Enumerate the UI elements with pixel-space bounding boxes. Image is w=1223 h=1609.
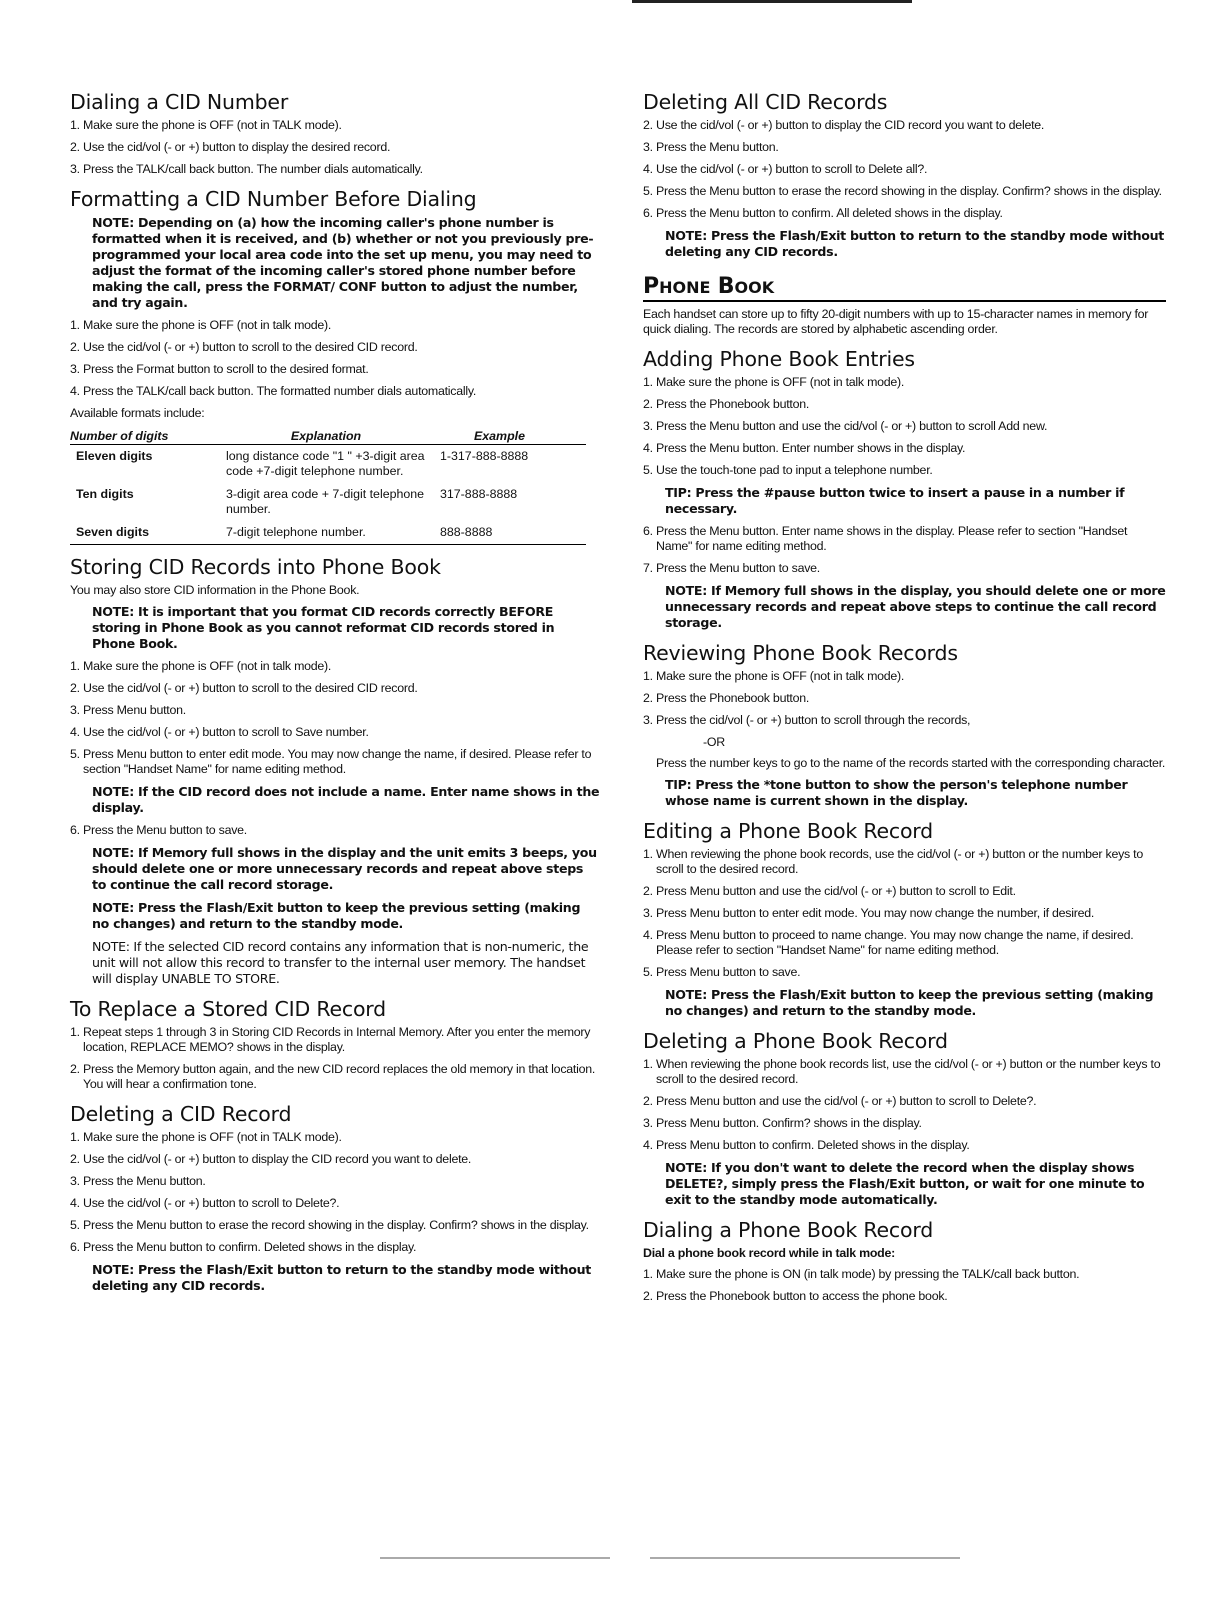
- heading-adding: Adding Phone Book Entries: [643, 347, 915, 371]
- dialing-pb-sub: Dial a phone book record while in talk mode:: [643, 1246, 895, 1260]
- available-formats-label: Available formats include:: [70, 406, 205, 420]
- top-edge-mark: [632, 0, 912, 3]
- steps-deleting-all: [643, 118, 1166, 221]
- list-item: 1. Make sure the phone is OFF (not in TALK mode).: [70, 118, 342, 132]
- note-storing-exit: NOTE: Press the Flash/Exit button to keep the previous setting (making no changes) and return to the standby mode.: [92, 900, 581, 931]
- list-item: 2. Press the Memory button again, and the new CID record replaces the old memory in that location. You will hear a confirmation tone.: [70, 1062, 596, 1091]
- cell-example: 1-317-888-8888: [440, 449, 529, 463]
- note-storing-unable: NOTE: If the selected CID record contains any information that is non-numeric, the unit will not allow this record to transfer to the internal user memory. The handset will display UNABLE TO STORE.: [92, 939, 589, 986]
- steps-replace: [70, 1025, 600, 1092]
- list-item: 6. Press the Menu button. Enter name shows in the display. Please refer to section "Handset Name" for name editing method.: [643, 524, 1128, 553]
- note-storing-memory: NOTE: If Memory full shows in the display and the unit emits 3 beeps, you should delete one or more unnecessary records and repeat above steps to continue the call record storage.: [92, 845, 597, 892]
- steps-formatting: [70, 318, 600, 399]
- phone-book-intro: Each handset can store up to fifty 20-digit numbers with up to 15-character names in memory for quick dialing. The records are stored by alphabetic ascending order.: [643, 307, 1149, 336]
- steps-reviewing: [643, 669, 1166, 728]
- steps-editing: [643, 847, 1166, 980]
- list-item: 3. Press the cid/vol (- or +) button to scroll through the records,: [643, 713, 971, 727]
- list-item: 4. Press the Menu button. Enter number shows in the display.: [643, 441, 966, 455]
- heading-deleting-all: Deleting All CID Records: [643, 90, 888, 114]
- steps-deleting-cid: [70, 1130, 600, 1255]
- column-header: Example: [426, 427, 586, 445]
- list-item: 1. Make sure the phone is OFF (not in talk mode).: [643, 375, 905, 389]
- note-deleting-all: NOTE: Press the Flash/Exit button to return to the standby mode without deleting any CID records.: [665, 228, 1164, 259]
- cell-example: 317-888-8888: [440, 487, 518, 501]
- list-item: 2. Use the cid/vol (- or +) button to display the desired record.: [70, 140, 391, 154]
- heading-editing: Editing a Phone Book Record: [643, 819, 933, 843]
- list-item: 6. Press the Menu button to confirm. All deleted shows in the display.: [643, 206, 1003, 220]
- list-item: 5. Use the touch-tone pad to input a telephone number.: [643, 463, 933, 477]
- steps-storing: [70, 659, 600, 777]
- list-item: 1. Make sure the phone is OFF (not in talk mode).: [70, 659, 332, 673]
- formats-table: [70, 427, 586, 545]
- right-column: [643, 86, 1166, 1311]
- list-item: 5. Press Menu button to save.: [643, 965, 801, 979]
- list-item: 5. Press the Menu button to erase the record showing in the display. Confirm? shows in the display.: [643, 184, 1162, 198]
- column-header: Number of digits: [70, 427, 226, 445]
- steps-storing-save: [70, 823, 600, 838]
- table-header-row: [70, 427, 586, 445]
- cell-digits: Ten digits: [76, 487, 134, 501]
- note-deleting-cid: NOTE: Press the Flash/Exit button to return to the standby mode without deleting any CID records.: [92, 1262, 591, 1293]
- list-item: 2. Press Menu button and use the cid/vol (- or +) button to scroll to Delete?.: [643, 1094, 1037, 1108]
- list-item: 3. Press the TALK/call back button. The number dials automatically.: [70, 162, 423, 176]
- note-formatting: NOTE: Depending on (a) how the incoming caller's phone number is formatted when it is received, and (b) whether or not you previously pre-programmed your local area code into the set up menu, you may need to adjust the format of the incoming caller's stored phone number before making the call, press the FORMAT/ CONF button to adjust the number, and try again.: [92, 215, 594, 310]
- list-item: 4. Use the cid/vol (- or +) button to scroll to Save number.: [70, 725, 369, 739]
- heading-dialing-pb: Dialing a Phone Book Record: [643, 1218, 934, 1242]
- heading-storing: Storing CID Records into Phone Book: [70, 555, 441, 579]
- note-editing: NOTE: Press the Flash/Exit button to keep the previous setting (making no changes) and return to the standby mode.: [665, 987, 1154, 1018]
- list-item: 2. Use the cid/vol (- or +) button to scroll to the desired CID record.: [70, 340, 418, 354]
- cell-digits: Seven digits: [70, 521, 226, 545]
- list-item: 1. Make sure the phone is OFF (not in TALK mode).: [70, 1130, 342, 1144]
- cell-explanation: 3-digit area code + 7-digit telephone number.: [226, 487, 425, 516]
- list-item: 4. Press Menu button to proceed to name change. You may now change the name, if desired. Please refer to section "Handset Name" for name editing method.: [643, 928, 1134, 957]
- list-item: 2. Press the Phonebook button.: [643, 397, 810, 411]
- list-item: 2. Use the cid/vol (- or +) button to display the CID record you want to delete.: [643, 118, 1045, 132]
- cell-example: 888-8888: [426, 521, 586, 545]
- list-item: 4. Use the cid/vol (- or +) button to scroll to Delete?.: [70, 1196, 340, 1210]
- list-item: 3. Press the Menu button and use the cid/vol (- or +) button to scroll Add new.: [643, 419, 1048, 433]
- list-item: 5. Press the Menu button to erase the record showing in the display. Confirm? shows in the display.: [70, 1218, 589, 1232]
- heading-replace: To Replace a Stored CID Record: [70, 997, 386, 1021]
- list-item: 1. Make sure the phone is ON (in talk mode) by pressing the TALK/call back button.: [643, 1267, 1080, 1281]
- cell-explanation: long distance code "1 " +3-digit area code +7-digit telephone number.: [226, 449, 425, 478]
- list-item: 4. Press the TALK/call back button. The formatted number dials automatically.: [70, 384, 477, 398]
- section-heading-phone-book: PHONE BOOK: [643, 274, 1166, 302]
- cell-explanation: 7-digit telephone number.: [226, 521, 426, 545]
- list-item: 1. When reviewing the phone book records, use the cid/vol (- or +) button or the number keys to scroll to the desired record.: [643, 847, 1144, 876]
- tip-adding-pause: TIP: Press the #pause button twice to insert a pause in a number if necessary.: [665, 485, 1125, 516]
- note-storing-format: NOTE: It is important that you format CID records correctly BEFORE storing in Phone Book as you cannot reformat CID records stored in Phone Book.: [92, 604, 555, 651]
- list-item: 3. Press the Menu button.: [70, 1174, 206, 1188]
- list-item: 7. Press the Menu button to save.: [643, 561, 821, 575]
- column-header: Explanation: [226, 427, 426, 445]
- list-item: 6. Press the Menu button to confirm. Deleted shows in the display.: [70, 1240, 417, 1254]
- note-adding-memory: NOTE: If Memory full shows in the display, you should delete one or more unnecessary records and repeat above steps to continue the call record storage.: [665, 583, 1166, 630]
- list-item: 2. Use the cid/vol (- or +) button to display the CID record you want to delete.: [70, 1152, 472, 1166]
- footer-rule-left: [380, 1557, 610, 1559]
- steps-deleting-pb: [643, 1057, 1166, 1153]
- list-item: 3. Press Menu button. Confirm? shows in the display.: [643, 1116, 922, 1130]
- footer-rule-right: [650, 1557, 960, 1559]
- cell-digits: Eleven digits: [76, 449, 153, 463]
- steps-adding: [643, 375, 1166, 478]
- heading-deleting-pb: Deleting a Phone Book Record: [643, 1029, 948, 1053]
- list-item: 4. Use the cid/vol (- or +) button to scroll to Delete all?.: [643, 162, 928, 176]
- heading-formatting: Formatting a CID Number Before Dialing: [70, 187, 477, 211]
- note-storing-name: NOTE: If the CID record does not include a name. Enter name shows in the display.: [92, 784, 600, 815]
- list-item: 2. Press Menu button and use the cid/vol (- or +) button to scroll to Edit.: [643, 884, 1016, 898]
- table-row: [70, 483, 586, 521]
- left-column: [70, 86, 600, 1301]
- table-row: [70, 521, 586, 545]
- list-item: 3. Press Menu button to enter edit mode. You may now change the number, if desired.: [643, 906, 1095, 920]
- or-separator: -OR: [703, 735, 725, 749]
- list-item: 1. Repeat steps 1 through 3 in Storing CID Records in Internal Memory. After you enter the memory location, REPLACE MEMO? shows in the display.: [70, 1025, 591, 1054]
- heading-reviewing: Reviewing Phone Book Records: [643, 641, 958, 665]
- storing-intro: You may also store CID information in the Phone Book.: [70, 583, 360, 597]
- steps-dialing-cid: [70, 118, 600, 177]
- list-item: 4. Press Menu button to confirm. Deleted shows in the display.: [643, 1138, 970, 1152]
- list-item: 3. Press the Format button to scroll to the desired format.: [70, 362, 369, 376]
- list-item: 3. Press the Menu button.: [643, 140, 779, 154]
- list-item: 5. Press Menu button to enter edit mode. You may now change the name, if desired. Please refer to section "Handset Name" for name editing method.: [70, 747, 592, 776]
- heading-dialing-cid: Dialing a CID Number: [70, 90, 289, 114]
- note-deleting-pb: NOTE: If you don't want to delete the record when the display shows DELETE?, simply press the Flash/Exit button, or wait for one minute to exit to the standby mode automatically.: [665, 1160, 1145, 1207]
- list-item: 2. Use the cid/vol (- or +) button to scroll to the desired CID record.: [70, 681, 418, 695]
- list-item: 6. Press the Menu button to save.: [70, 823, 248, 837]
- heading-deleting-cid: Deleting a CID Record: [70, 1102, 292, 1126]
- list-item: 2. Press the Phonebook button.: [643, 691, 810, 705]
- list-item: 1. Make sure the phone is OFF (not in talk mode).: [70, 318, 332, 332]
- list-item: 1. When reviewing the phone book records list, use the cid/vol (- or +) button or the number keys to scroll to the desired record.: [643, 1057, 1161, 1086]
- tip-reviewing: TIP: Press the *tone button to show the person's telephone number whose name is current shown in the display.: [665, 777, 1128, 808]
- list-item: 2. Press the Phonebook button to access the phone book.: [643, 1289, 948, 1303]
- reviewing-alt: Press the number keys to go to the name of the records started with the corresponding character.: [656, 756, 1166, 770]
- table-row: [70, 445, 586, 484]
- steps-adding-2: [643, 524, 1166, 576]
- list-item: 3. Press Menu button.: [70, 703, 186, 717]
- steps-dialing-pb: [643, 1267, 1166, 1304]
- list-item: 1. Make sure the phone is OFF (not in talk mode).: [643, 669, 905, 683]
